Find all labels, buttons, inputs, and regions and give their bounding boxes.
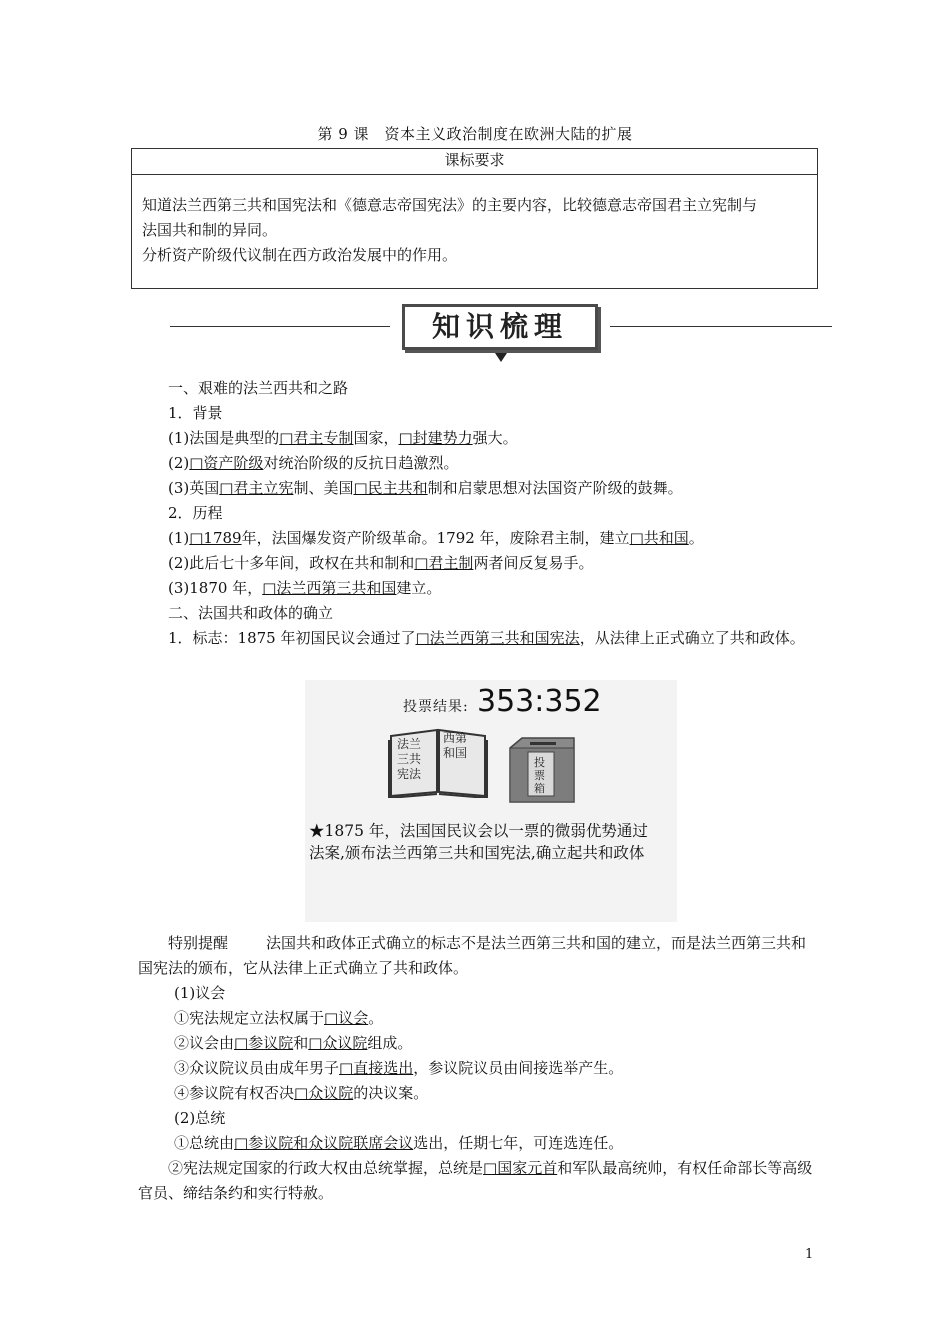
- text: (2)此后七十多年间，政权在共和制和: [168, 554, 415, 572]
- parliament-item: [138, 1056, 818, 1081]
- text: 制、美国: [293, 479, 354, 497]
- text: 的决议案。: [353, 1084, 429, 1102]
- parliament-item: [138, 1006, 818, 1031]
- ballot-box-icon: [508, 736, 576, 804]
- text: 强大。: [472, 429, 518, 447]
- subheading: 1．背景: [168, 404, 223, 422]
- parliament-item: [138, 1081, 818, 1106]
- text: 制和启蒙思想对法国资产阶级的鼓舞。: [427, 479, 683, 497]
- section-heading: 二、法国共和政体的确立: [168, 604, 334, 622]
- president-item: [138, 1156, 818, 1206]
- answer-blank: □封建势力: [398, 429, 473, 447]
- vote-result: 353:352: [477, 684, 602, 719]
- text: 选出，任期七年，可连选连任。: [413, 1134, 624, 1152]
- parliament-item: [138, 1031, 818, 1056]
- answer-blank: □君主立宪: [219, 479, 294, 497]
- answer-blank: □众议院: [308, 1034, 368, 1052]
- requirements-line: 知道法兰西第三共和国宪法和《德意志帝国宪法》的主要内容，比较德意志帝国君主立宪制与: [142, 196, 758, 214]
- text: ，从法律上正式确立了共和政体。: [579, 629, 805, 647]
- answer-blank: □资产阶级: [189, 454, 264, 472]
- text: 1．标志：1875 年初国民议会通过了: [168, 629, 416, 647]
- banner-title: 知识梳理: [431, 310, 568, 343]
- answer-blank: □君主专制: [279, 429, 354, 447]
- requirements-heading: 课标要求: [132, 149, 817, 175]
- vote-label: 投票结果:: [403, 699, 469, 715]
- book-text: 法兰: [397, 737, 422, 751]
- text: (1): [168, 529, 190, 547]
- vote-figure: [305, 680, 677, 922]
- text: ③众议院议员由成年男子: [174, 1059, 340, 1077]
- text: 建立。: [396, 579, 442, 597]
- president-item: [138, 1131, 818, 1156]
- figure-caption: [309, 820, 673, 864]
- answer-blank: □直接选出: [339, 1059, 414, 1077]
- text: 和: [293, 1034, 309, 1052]
- page-number: 1: [805, 1247, 814, 1262]
- book-text: 三共: [397, 752, 422, 766]
- history-item: [138, 576, 818, 601]
- history-item: [138, 526, 818, 551]
- text: 。: [688, 529, 704, 547]
- text: 国家，: [353, 429, 399, 447]
- requirements-body: [132, 175, 817, 268]
- answer-blank: □众议院: [294, 1084, 354, 1102]
- reminder-text: 法国共和政体正式确立的标志不是法兰西第三共和国的建立，而是法兰西第三共和国宪法的颁布，它从法律上正式确立了共和政体。: [138, 934, 807, 977]
- sign-item: [138, 626, 818, 651]
- background-item: [138, 451, 818, 476]
- answer-blank: □参议院: [234, 1034, 294, 1052]
- special-reminder: [138, 931, 818, 981]
- book-text: 和国: [443, 746, 468, 760]
- text: (2): [168, 454, 190, 472]
- caption-line: ★1875 年，法国国民议会以一票的微弱优势通过: [309, 822, 648, 840]
- text: 组成。: [367, 1034, 413, 1052]
- background-item: [138, 476, 818, 501]
- answer-blank: □参议院和众议院联席会议: [234, 1134, 414, 1152]
- requirements-line: 分析资产阶级代议制在西方政治发展中的作用。: [142, 246, 458, 264]
- text: 年，法国爆发资产阶级革命。1792 年，废除君主制，建立: [241, 529, 630, 547]
- history-item: [138, 551, 818, 576]
- text: ②议会由: [174, 1034, 235, 1052]
- section-content: [138, 376, 818, 651]
- book-text: 西第: [443, 731, 468, 745]
- subheading: (2)总统: [174, 1109, 226, 1127]
- text: 。: [368, 1009, 384, 1027]
- knowledge-banner: [170, 304, 832, 364]
- banner-pointer-icon: [495, 353, 507, 362]
- answer-blank: □民主共和: [353, 479, 428, 497]
- answer-blank: □法兰西第三共和国: [262, 579, 397, 597]
- banner-left-rule: [170, 326, 390, 327]
- ballot-text: 票: [534, 769, 545, 782]
- section-content-2: [138, 931, 818, 1206]
- text: ②宪法规定国家的行政大权由总统掌握，总统是: [168, 1159, 484, 1177]
- lesson-title: 第 9 课 资本主义政治制度在欧洲大陆的扩展: [317, 125, 633, 143]
- answer-blank: □议会: [324, 1009, 369, 1027]
- text: ①宪法规定立法权属于: [174, 1009, 325, 1027]
- answer-blank: □1789: [189, 529, 242, 547]
- text: ④参议院有权否决: [174, 1084, 295, 1102]
- subheading: 2．历程: [168, 504, 223, 522]
- text: ①总统由: [174, 1134, 235, 1152]
- requirements-box: [131, 148, 818, 289]
- book-text: 宪法: [397, 767, 422, 781]
- reminder-label: 特别提醒: [168, 934, 229, 952]
- answer-blank: □法兰西第三共和国宪法: [415, 629, 580, 647]
- text: 两者间反复易手。: [473, 554, 594, 572]
- text: 和军队最高统帅，有权任命部长等高级官员、缔结条约和实行特赦。: [138, 1159, 813, 1202]
- ballot-text: 投: [534, 756, 545, 769]
- ballot-text: 箱: [534, 782, 545, 795]
- text: ，参议院议员由间接选举产生。: [413, 1059, 624, 1077]
- text: (3)1870 年，: [168, 579, 263, 597]
- banner-box: [402, 304, 598, 350]
- section-heading: 一、艰难的法兰西共和之路: [168, 379, 349, 397]
- answer-blank: □君主制: [414, 554, 474, 572]
- text: (3)英国: [168, 479, 220, 497]
- answer-blank: □共和国: [629, 529, 689, 547]
- caption-line: 法案,颁布法兰西第三共和国宪法,确立起共和政体: [309, 844, 645, 862]
- text: 对统治阶级的反抗日趋激烈。: [263, 454, 459, 472]
- subheading: (1)议会: [174, 984, 226, 1002]
- requirements-line: 法国共和制的异同。: [142, 221, 278, 239]
- answer-blank: □国家元首: [483, 1159, 558, 1177]
- background-item: [138, 426, 818, 451]
- text: (1)法国是典型的: [168, 429, 280, 447]
- banner-right-rule: [610, 326, 832, 327]
- constitution-book-icon: [387, 726, 489, 798]
